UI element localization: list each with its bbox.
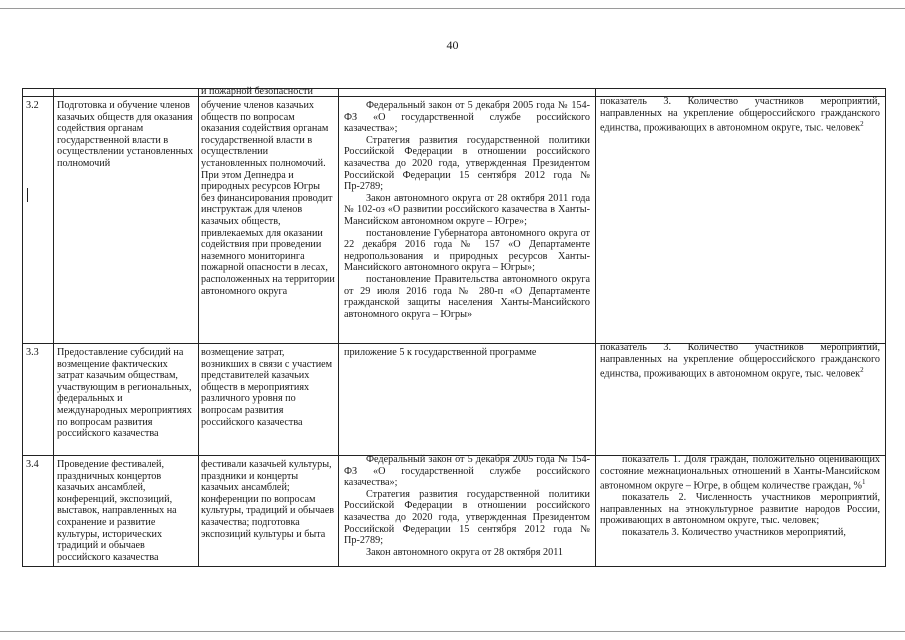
scan-edge-top xyxy=(0,8,905,9)
footnote-mark: 1 xyxy=(862,478,866,487)
table-rule-bottom xyxy=(22,566,886,567)
indicator-item xyxy=(600,454,880,492)
legal-act: Федеральный закон от 5 декабря 2005 года № 154-ФЗ «О государственной службе российского казачества»; xyxy=(344,454,590,489)
legal-act: Стратегия развития государственной политики Российской Федерации в отношении российского казачества до 2020 года, утвержденная Президентом Российской Федерации 15 сентября 2012 года № Пр-2789; xyxy=(344,488,590,547)
table-rule-v xyxy=(885,88,886,567)
scan-edge-bottom xyxy=(0,631,905,632)
row-number: 3.3 xyxy=(26,347,39,358)
activity-description: фестивали казачьей культуры, праздники и концерты казачьих ансамблей; конференции по вопросам культуры, традиций и обычаев казачества; подготовка экспозиций культуры и быта xyxy=(201,459,335,540)
table-rule-v xyxy=(595,88,596,567)
legal-act: Закон автономного округа от 28 октября 2011 xyxy=(366,546,564,558)
table-rule-v xyxy=(198,88,199,567)
indicator xyxy=(600,342,880,380)
legal-act: постановление Правительства автономного округа от 29 июля 2016 года № 280-п «О Департаменте гражданской защиты населения Ханты-Мансийского автономного округа – Югры» xyxy=(344,273,590,320)
table-rule-v xyxy=(22,88,23,567)
row-number: 3.2 xyxy=(26,100,39,111)
indicator-text: показатель 3. Количество участников мероприятий, направленных на укрепление общероссийского гражданского единства, проживающих в автономном округе, тыс. человек xyxy=(600,96,880,134)
indicator xyxy=(600,454,880,565)
continued-description: и пожарной безопасности xyxy=(201,86,313,97)
activity-description: обучение членов казачьих обществ по вопросам оказания содействия органам государственной власти в осуществлении установленных полномочий. При этом Депнедра и природных ресурсов Югры без финансирования проводит инструктаж для членов казачьих обществ, привлекаемых для оказании содействия при проведении наземного мониторинга пожарной опасности в лесах, расположенных на территории автономного округа xyxy=(201,100,335,297)
legal-basis xyxy=(344,454,590,565)
program-table xyxy=(22,88,886,567)
activity-description: возмещение затрат, возникших в связи с участием представителей казачьих обществ в мероприятиях различного уровня по вопросам развития российского казачества xyxy=(201,347,333,428)
legal-act: Федеральный закон от 5 декабря 2005 года № 154-ФЗ «О государственной службе российского казачества»; xyxy=(344,100,590,135)
indicator-item: показатель 3. Количество участников мероприятий, xyxy=(622,526,846,538)
row-number: 3.4 xyxy=(26,459,39,470)
activity-name: Подготовка и обучение членов казачьих обществ для оказания содействия органам государственной власти в осуществлении установленных полномочий xyxy=(57,100,193,169)
legal-basis xyxy=(344,100,590,342)
footnote-mark: 2 xyxy=(860,120,864,129)
indicator xyxy=(600,96,880,134)
legal-act: Стратегия развития государственной политики Российской Федерации в отношении российского казачества до 2020 года, утвержденная Президентом Российской Федерации 15 сентября 2012 года № Пр-2789; xyxy=(344,134,590,193)
activity-name: Проведение фестивалей, праздничных концертов казачьих ансамблей, конференций, экспозиций, выставок, направленных на сохранение и развитие культуры, исторических традиций и обычаев российского казачества xyxy=(57,459,177,563)
table-rule-v xyxy=(338,88,339,567)
margin-mark xyxy=(27,188,28,202)
indicator-text: показатель 1. Доля граждан, положительно оценивающих состояние межнациональных отношений в Ханты-Мансийском автономном округе – Югре, в общем количестве граждан, % xyxy=(600,454,880,492)
legal-act: Закон автономного округа от 28 октября 2011 года № 102-оз «О развитии российского казачества в Ханты-Мансийском автономном округе – Югре»; xyxy=(344,192,590,227)
footnote-mark: 2 xyxy=(860,366,864,375)
activity-name: Предоставление субсидий на возмещение фактических затрат казачьим обществам, участвующим в региональных, федеральных и международных мероприятиях по вопросам развития российского казачества xyxy=(57,347,192,440)
indicator-text: показатель 3. Количество участников мероприятий, направленных на укрепление общероссийского гражданского единства, проживающих в автономном округе, тыс. человек xyxy=(600,342,880,380)
page-number: 40 xyxy=(446,38,459,52)
legal-act: постановление Губернатора автономного округа от 22 декабря 2016 года № 157 «О Департаменте недропользования и природных ресурсов Ханты-Мансийского автономного округа – Югры»; xyxy=(344,227,590,274)
indicator-item: показатель 2. Численность участников мероприятий, направленных на этнокультурное развитие народов России, проживающих в автономном округе, тыс. человек; xyxy=(600,492,880,527)
table-rule-v xyxy=(53,88,54,567)
legal-basis: приложение 5 к государственной программе xyxy=(344,347,537,358)
table-rule-top xyxy=(22,88,886,89)
